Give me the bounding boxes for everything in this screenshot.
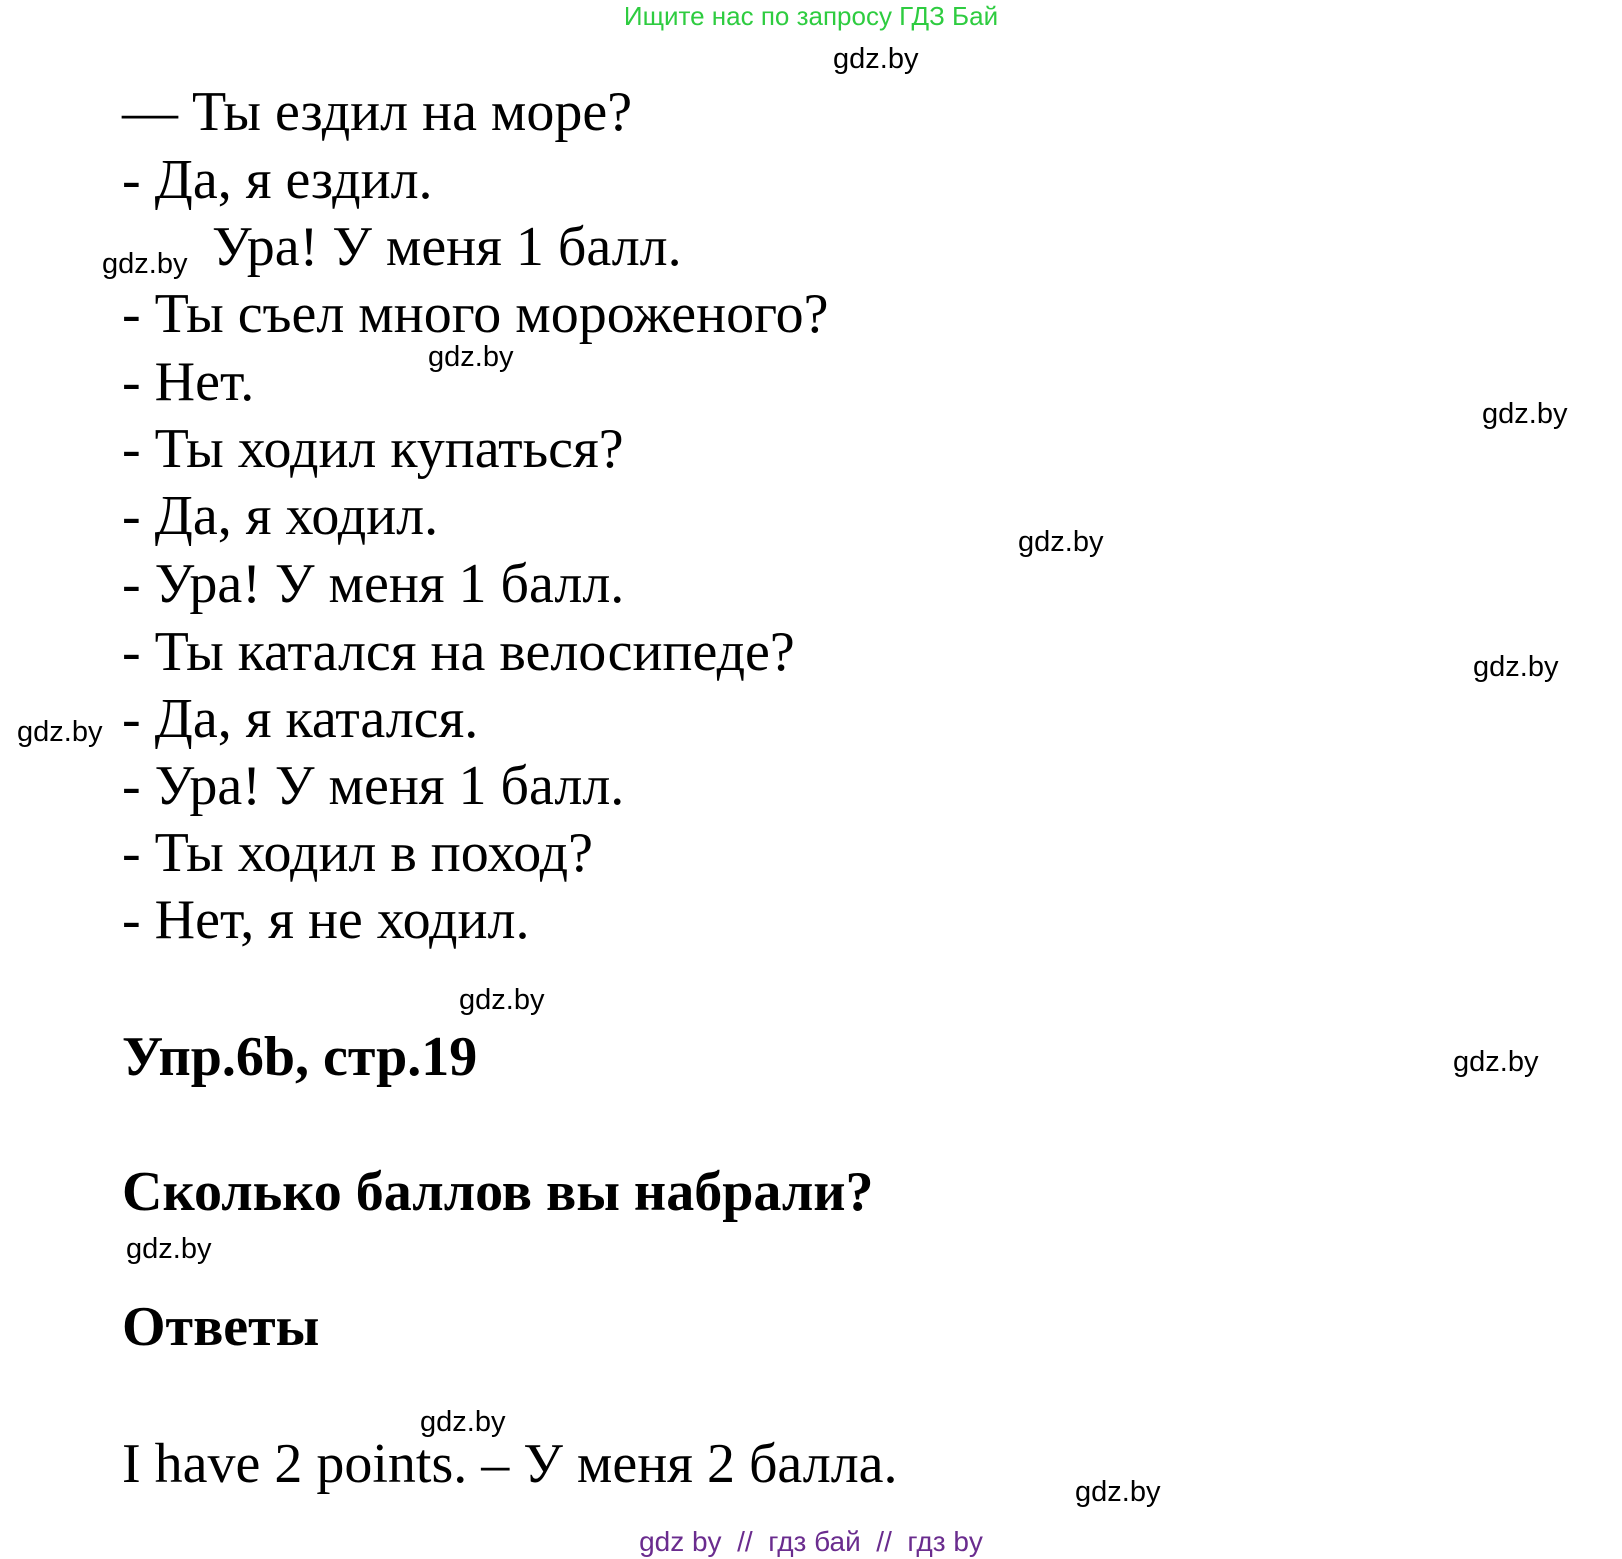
search-banner: Ищите нас по запросу ГДЗ Бай bbox=[623, 1, 999, 31]
answers-heading: Ответы bbox=[122, 1296, 320, 1358]
dialogue-line-7: - Да, я ходил. bbox=[122, 485, 439, 547]
question-heading: Сколько баллов вы набрали? bbox=[122, 1161, 874, 1223]
dialogue-line-10: - Да, я катался. bbox=[122, 688, 479, 750]
watermark: gdz.by bbox=[1018, 526, 1104, 558]
watermark: gdz.by bbox=[126, 1233, 212, 1265]
watermark: gdz.by bbox=[1482, 398, 1568, 430]
watermark: gdz.by bbox=[833, 43, 919, 75]
footer-links: gdz by // гдз бай // гдз by bbox=[639, 1526, 983, 1557]
watermark: gdz.by bbox=[102, 248, 188, 280]
watermark: gdz.by bbox=[17, 716, 103, 748]
dialogue-line-5: - Нет. bbox=[122, 351, 255, 413]
answer-text: I have 2 points. – У меня 2 балла. bbox=[122, 1433, 898, 1495]
watermark: gdz.by bbox=[420, 1406, 506, 1438]
dialogue-line-12: - Ты ходил в поход? bbox=[122, 822, 593, 884]
watermark: gdz.by bbox=[1473, 651, 1559, 683]
dialogue-line-4: - Ты съел много мороженого? bbox=[122, 283, 829, 345]
dialogue-line-2: - Да, я ездил. bbox=[122, 149, 433, 211]
watermark: gdz.by bbox=[428, 341, 514, 373]
watermark: gdz.by bbox=[1453, 1046, 1539, 1078]
exercise-heading: Упр.6b, стр.19 bbox=[122, 1026, 478, 1088]
dialogue-line-13: - Нет, я не ходил. bbox=[122, 889, 530, 951]
dialogue-line-1: — Ты ездил на море? bbox=[122, 81, 633, 143]
dialogue-line-3: Ура! У меня 1 балл. bbox=[212, 216, 682, 278]
dialogue-line-6: - Ты ходил купаться? bbox=[122, 418, 624, 480]
dialogue-line-8: - Ура! У меня 1 балл. bbox=[122, 553, 625, 615]
dialogue-line-9: - Ты катался на велосипеде? bbox=[122, 621, 795, 683]
dialogue-line-11: - Ура! У меня 1 балл. bbox=[122, 755, 625, 817]
watermark: gdz.by bbox=[459, 984, 545, 1016]
watermark: gdz.by bbox=[1075, 1476, 1161, 1508]
